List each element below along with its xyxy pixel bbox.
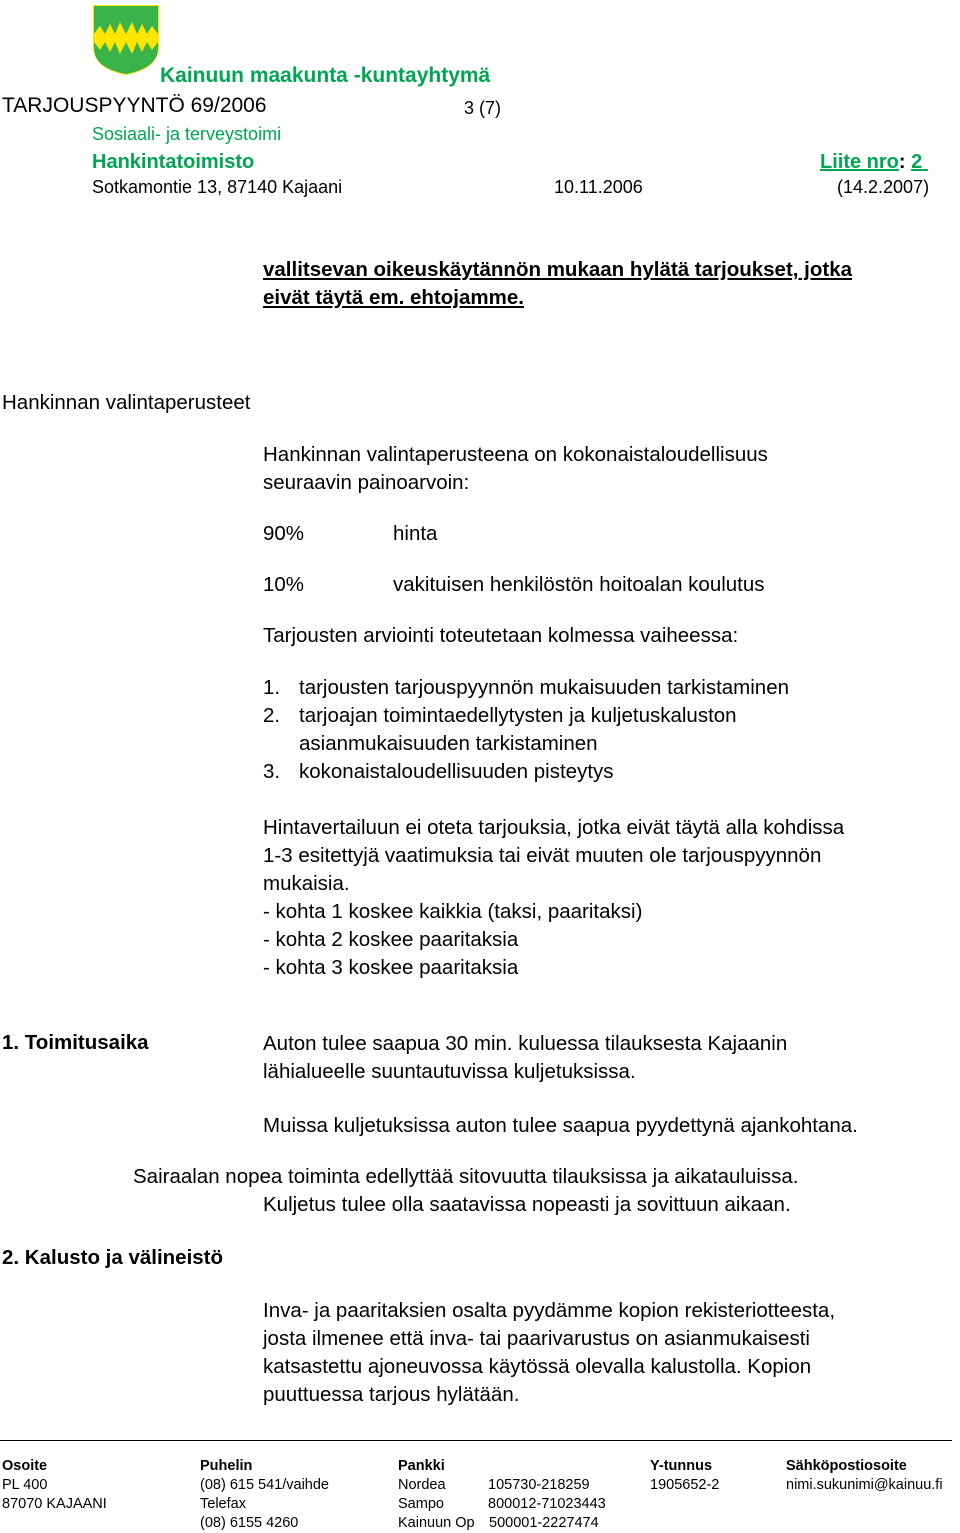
phase-text: tarjousten tarjouspyynnön mukaisuuden tarkistaminen [299, 676, 789, 699]
phase-number: 3. [263, 760, 281, 783]
phase-text: asianmukaisuuden tarkistaminen [299, 732, 598, 755]
footer-bank-label: Pankki [398, 1458, 445, 1474]
delivery-heading: 1. Toimitusaika [2, 1031, 149, 1054]
hospital-text-1: Sairaalan nopea toiminta edellyttää sitovuutta tilauksissa ja aikatauluissa. [133, 1165, 799, 1188]
delivery-text: Auton tulee saapua 30 min. kuluessa tilauksesta Kajaanin lähialueelle suuntautuvissa kuljetuksissa. [263, 1032, 788, 1083]
footer-address-label: Osoite [2, 1458, 48, 1474]
hospital-text-2: Kuljetus tulee olla saatavissa nopeasti ja sovittuun aikaan. [263, 1193, 791, 1216]
phase-text: kokonaistaloudellisuuden pisteytys [299, 760, 614, 783]
department-name: Sosiaali- ja terveystoimi [92, 124, 282, 144]
footer-email: nimi.sukunimi@kainuu.fi [786, 1477, 943, 1493]
weight-training-label: vakituisen henkilöstön hoitoalan koulutus [393, 573, 765, 596]
coat-of-arms-logo [92, 4, 160, 76]
exclusion-text: Hintavertailuun ei oteta tarjouksia, jotka eivät täytä alla kohdissa 1-3 esitettyjä vaatimuksia tai eivät muuten ole tarjouspyynnön mukaisia. - kohta 1 koskee kaikkia (taksi, paaritaksi) - kohta 2 koskee paaritaksia - kohta 3 koskee paaritaksia [263, 816, 845, 979]
footer-phone-line: (08) 615 541/vaihde [200, 1477, 329, 1493]
page-number: 3 (7) [464, 98, 502, 118]
footer-bank-account: 500001-2227474 [489, 1515, 599, 1531]
criteria-text: Hankinnan valintaperusteena on kokonaistaloudellisuus seuraavin painoarvoin: [263, 443, 768, 494]
weight-price-pct: 90% [263, 522, 305, 545]
criteria-heading: Hankinnan valintaperusteet [2, 391, 251, 414]
footer-email-label: Sähköpostiosoite [786, 1458, 907, 1474]
footer-bank-name: Nordea [398, 1477, 446, 1493]
footer-phone-label: Puhelin [200, 1458, 253, 1474]
footer-business-id-label: Y-tunnus [650, 1458, 713, 1474]
footer-address-line: PL 400 [2, 1477, 48, 1493]
footer-divider [0, 1440, 952, 1441]
footer-bank-account: 105730-218259 [488, 1477, 590, 1493]
footer-phone-line: Telefax [200, 1496, 246, 1512]
address: Sotkamontie 13, 87140 Kajaani [92, 177, 343, 197]
footer-bank-account: 800012-71023443 [488, 1496, 606, 1512]
phase-number: 2. [263, 704, 281, 727]
document-date: 10.11.2006 [554, 177, 643, 197]
footer-phone-line: (08) 6155 4260 [200, 1515, 299, 1531]
attachment-number: 2 [911, 151, 923, 173]
unit-name: Hankintatoimisto [92, 151, 255, 173]
weight-training-pct: 10% [263, 573, 305, 596]
equipment-heading: 2. Kalusto ja välineistö [2, 1246, 224, 1269]
equipment-text: Inva- ja paaritaksien osalta pyydämme kopion rekisteriotteesta, josta ilmenee että inva- tai paarivarustus on asianmukaisesti katsastettu ajoneuvossa käytössä olevalla kalustolla. Kopion puuttuessa tarjous hylätään. [263, 1299, 836, 1406]
footer-bank-name: Kainuun Op [398, 1515, 475, 1531]
document-title: TARJOUSPYYNTÖ 69/2006 [2, 94, 267, 117]
phase-text: tarjoajan toimintaedellytysten ja kuljetuskaluston [299, 704, 737, 727]
weight-price-label: hinta [393, 522, 438, 545]
revised-date: (14.2.2007) [837, 177, 930, 197]
organization-name: Kainuun maakunta -kuntayhtymä [160, 64, 491, 87]
footer-business-id: 1905652-2 [650, 1477, 720, 1493]
footer-address-line: 87070 KAJAANI [2, 1496, 107, 1512]
phase-number: 1. [263, 676, 281, 699]
intro-text: vallitsevan oikeuskäytännön mukaan hylätä tarjoukset, jotka eivät täytä em. ehtojamme. [263, 258, 853, 309]
delivery-other: Muissa kuljetuksissa auton tulee saapua pyydettynä ajankohtana. [263, 1114, 858, 1137]
attachment-label: Liite nro: 2 [820, 151, 923, 173]
footer-bank-name: Sampo [398, 1496, 444, 1512]
phases-intro: Tarjousten arviointi toteutetaan kolmessa vaiheessa: [263, 624, 739, 647]
